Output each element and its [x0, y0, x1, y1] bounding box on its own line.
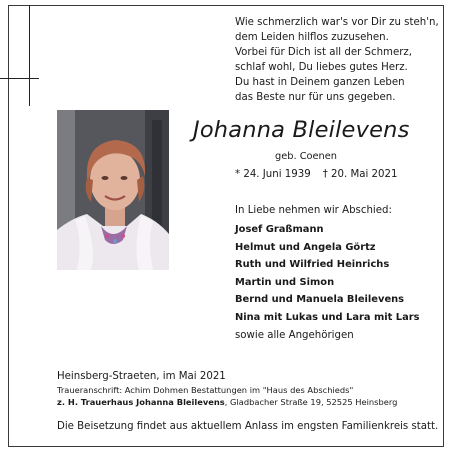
- portrait-photo: [57, 110, 169, 270]
- mourning-address-line2: [57, 397, 397, 407]
- mourners-block: [235, 202, 420, 344]
- mourning-house-name: z. H. Trauerhaus Johanna Bleilevens: [57, 397, 225, 407]
- poem: [235, 15, 439, 105]
- poem-line: das Beste nur für uns gegeben.: [235, 92, 396, 103]
- poem-line: Du hast in Deinem ganzen Leben: [235, 77, 405, 88]
- mourning-street: , Gladbacher Straße 19, 52525 Heinsberg: [224, 397, 398, 407]
- mourner: Martin und Simon: [235, 276, 335, 288]
- maiden-name: geb. Coenen: [275, 151, 338, 162]
- poem-line: dem Leiden hilflos zuzusehen.: [235, 32, 389, 43]
- mourning-address-line1: Traueranschrift: Achim Dohmen Bestattungen im "Haus des Abschieds": [57, 385, 354, 395]
- mourner: Ruth und Wilfried Heinrichs: [235, 259, 390, 271]
- death-date: † 20. Mai 2021: [322, 169, 398, 180]
- mourner: Josef Graßmann: [235, 224, 324, 235]
- cross-vertical-beam: [29, 5, 30, 106]
- life-dates: [235, 169, 398, 180]
- mourners-outro: sowie alle Angehörigen: [235, 329, 354, 341]
- poem-line: Wie schmerzlich war's vor Dir zu steh'n,: [235, 17, 439, 28]
- deceased-name: Johanna Bleilevens: [193, 117, 410, 143]
- mourner: Bernd und Manuela Bleilevens: [235, 294, 405, 306]
- poem-line: schlaf wohl, Du liebes gutes Herz.: [235, 62, 408, 73]
- mourners-intro: In Liebe nehmen wir Abschied:: [235, 205, 392, 216]
- cross-horizontal-beam: [0, 78, 39, 79]
- funeral-note: Die Beisetzung findet aus aktuellem Anlass im engsten Familienkreis statt.: [57, 421, 439, 432]
- mourner: Nina mit Lukas und Lara mit Lars: [235, 311, 420, 323]
- mourner: Helmut und Angela Görtz: [235, 241, 376, 253]
- poem-line: Vorbei für Dich ist all der Schmerz,: [235, 47, 413, 58]
- birth-date: * 24. Juni 1939: [235, 169, 311, 180]
- place-date: Heinsberg-Straeten, im Mai 2021: [57, 371, 226, 382]
